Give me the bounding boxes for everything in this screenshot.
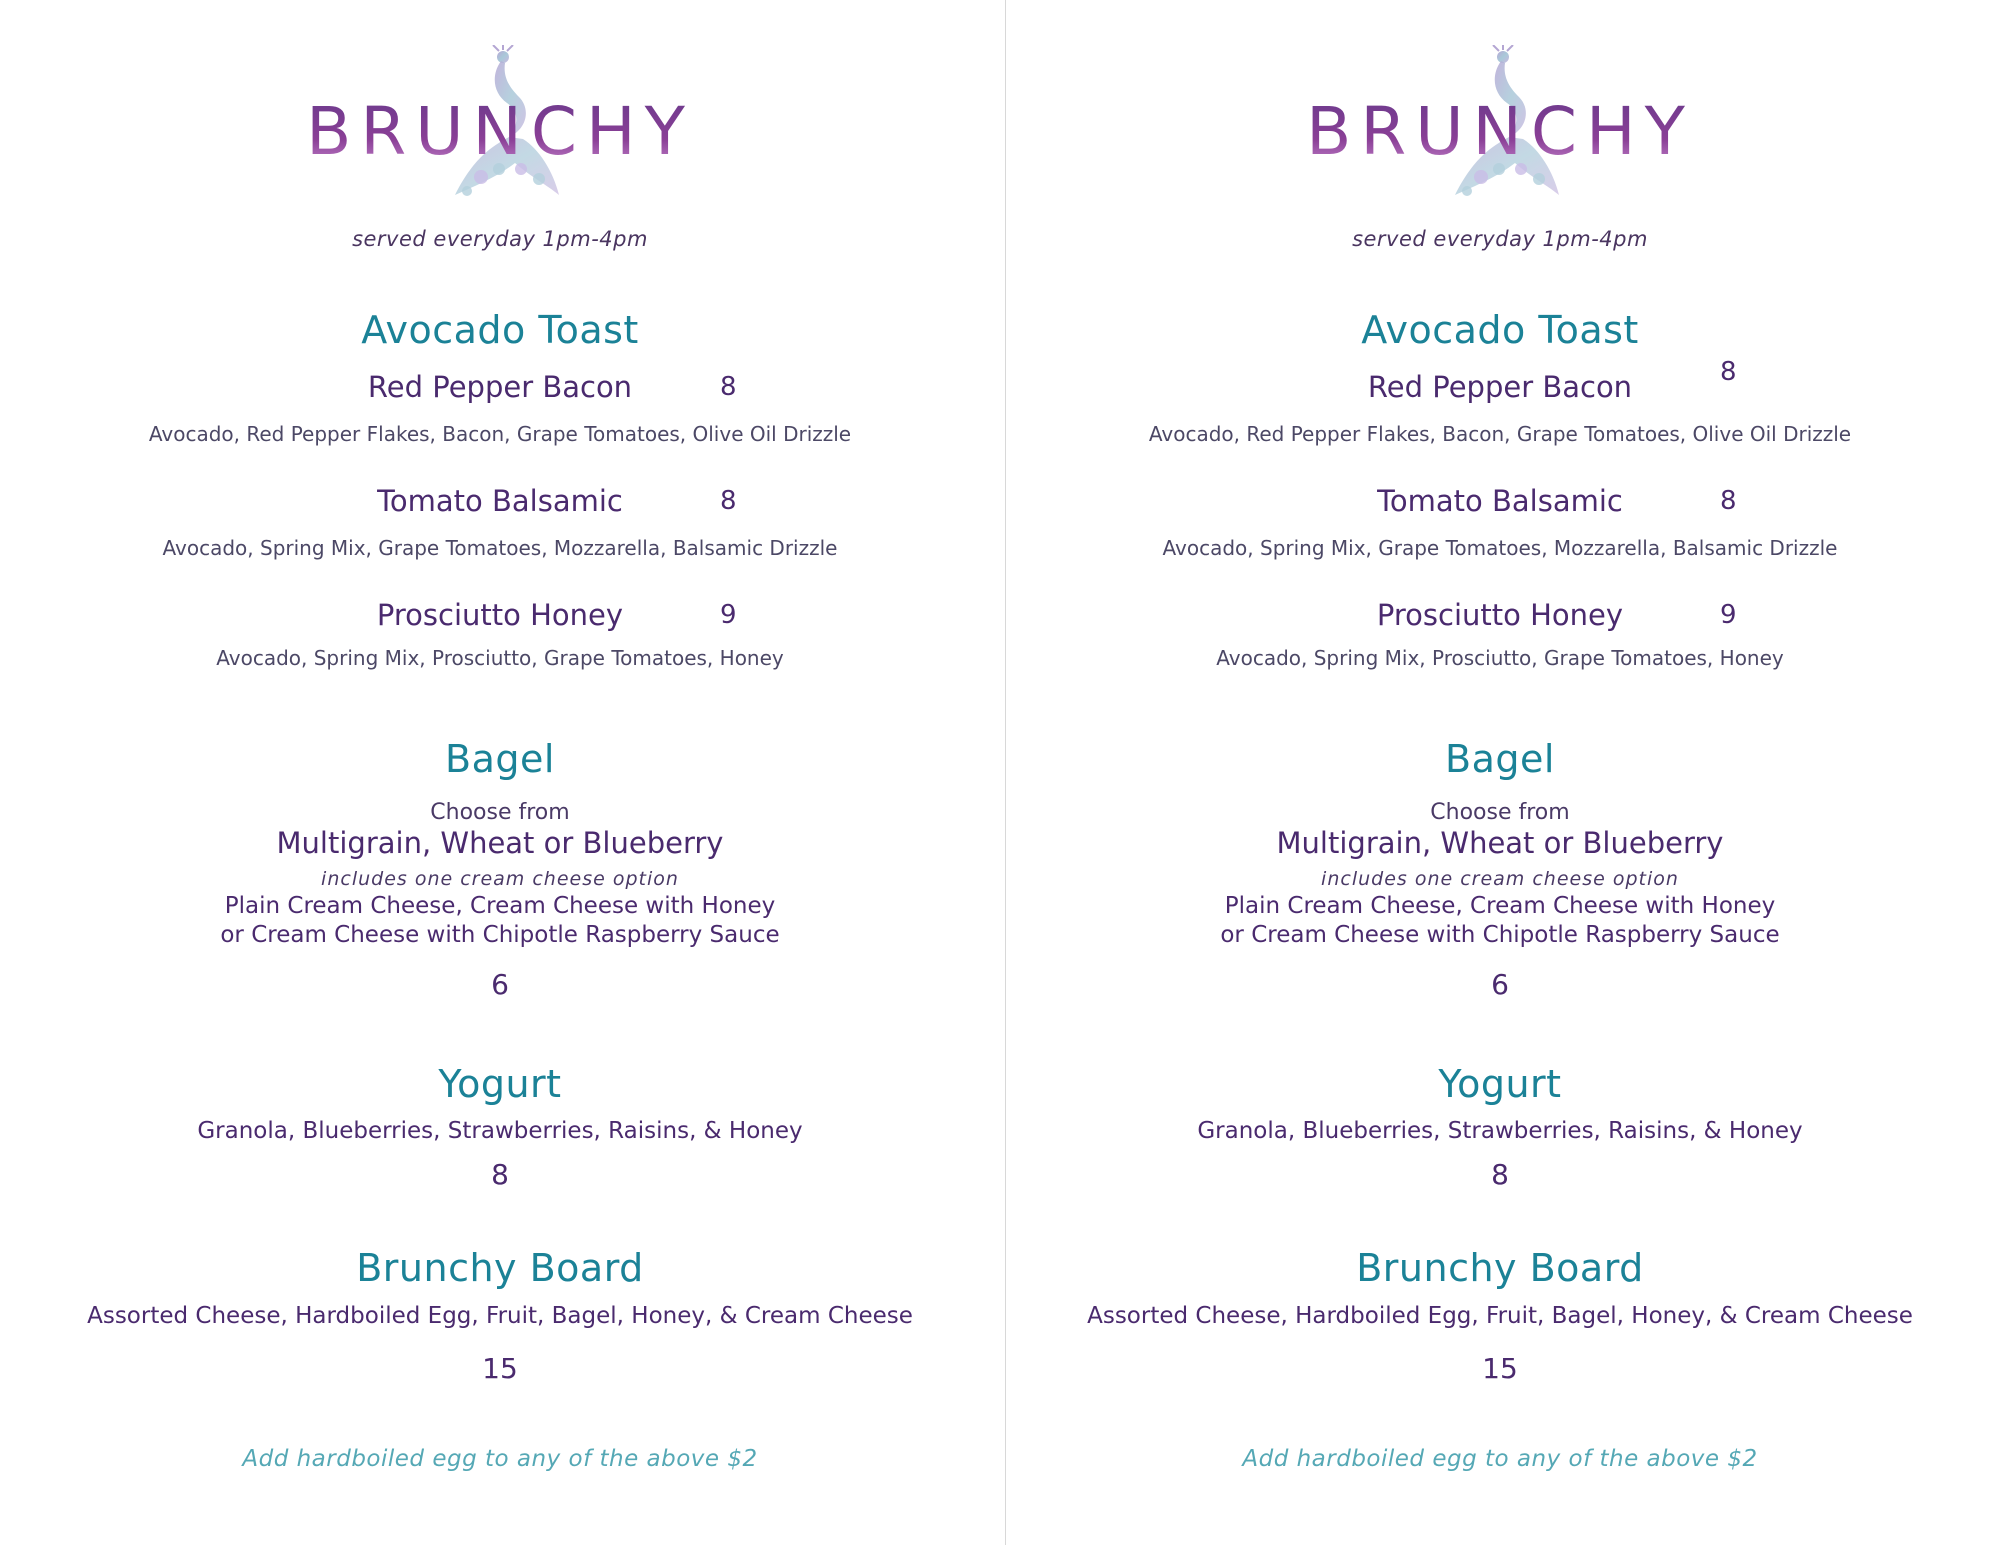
item-desc-prosciutto-honey: Avocado, Spring Mix, Prosciutto, Grape Tomatoes, Honey [1216,646,1784,670]
brand-name: BRUNCHY [1285,93,1715,170]
item-name-red-pepper-bacon: Red Pepper Bacon [367,370,633,404]
board-price: 15 [1482,1352,1518,1385]
brand-logo [1285,45,1715,215]
item-price-prosciutto-honey: 9 [720,600,737,630]
item-desc-red-pepper-bacon: Avocado, Red Pepper Flakes, Bacon, Grape Tomatoes, Olive Oil Drizzle [148,422,852,446]
section-title-brunchy-board: Brunchy Board [1356,1246,1644,1290]
item-price-red-pepper-bacon: 8 [720,372,737,402]
item-price-red-pepper-bacon: 8 [1720,357,1737,387]
item-desc-red-pepper-bacon: Avocado, Red Pepper Flakes, Bacon, Grape Tomatoes, Olive Oil Drizzle [1148,422,1852,446]
section-title-yogurt: Yogurt [1438,1062,1562,1106]
board-desc: Assorted Cheese, Hardboiled Egg, Fruit, Bagel, Honey, & Cream Cheese [1087,1303,1913,1329]
item-price-tomato-balsamic: 8 [720,486,737,516]
item-price-prosciutto-honey: 9 [1720,600,1737,630]
section-title-brunchy-board: Brunchy Board [356,1246,644,1290]
item-price-tomato-balsamic: 8 [1720,486,1737,516]
item-name-tomato-balsamic: Tomato Balsamic [377,484,623,518]
bagel-cream-cheese-line-1: Plain Cream Cheese, Cream Cheese with Honey [1224,893,1776,919]
served-hours: served everyday 1pm-4pm [1352,227,1648,251]
section-title-avocado-toast: Avocado Toast [1361,308,1639,352]
yogurt-desc: Granola, Blueberries, Strawberries, Raisins, & Honey [197,1118,803,1144]
bagel-choose: Choose from [1430,800,1570,825]
board-price: 15 [482,1352,518,1385]
brand-logo [285,45,715,215]
item-desc-tomato-balsamic: Avocado, Spring Mix, Grape Tomatoes, Mozzarella, Balsamic Drizzle [162,536,838,560]
bagel-options: Multigrain, Wheat or Blueberry [276,826,724,860]
item-desc-tomato-balsamic: Avocado, Spring Mix, Grape Tomatoes, Mozzarella, Balsamic Drizzle [1162,536,1838,560]
footer-note: Add hardboiled egg to any of the above $2 [1242,1446,1758,1472]
bagel-cream-cheese-line-2: or Cream Cheese with Chipotle Raspberry Sauce [220,922,780,948]
bagel-choose: Choose from [430,800,570,825]
bagel-price: 6 [491,968,509,1001]
section-title-yogurt: Yogurt [438,1062,562,1106]
yogurt-desc: Granola, Blueberries, Strawberries, Raisins, & Honey [1197,1118,1803,1144]
section-title-avocado-toast: Avocado Toast [361,308,639,352]
brand-name: BRUNCHY [285,93,715,170]
bagel-includes: includes one cream cheese option [1321,868,1679,890]
bagel-price: 6 [1491,968,1509,1001]
yogurt-price: 8 [491,1158,509,1191]
bagel-cream-cheese-line-2: or Cream Cheese with Chipotle Raspberry Sauce [1220,922,1780,948]
yogurt-price: 8 [1491,1158,1509,1191]
served-hours: served everyday 1pm-4pm [352,227,648,251]
item-desc-prosciutto-honey: Avocado, Spring Mix, Prosciutto, Grape Tomatoes, Honey [216,646,784,670]
board-desc: Assorted Cheese, Hardboiled Egg, Fruit, Bagel, Honey, & Cream Cheese [87,1303,913,1329]
section-title-bagel: Bagel [1445,737,1555,781]
item-name-prosciutto-honey: Prosciutto Honey [1376,598,1624,632]
bagel-options: Multigrain, Wheat or Blueberry [1276,826,1724,860]
bagel-cream-cheese-line-1: Plain Cream Cheese, Cream Cheese with Honey [224,893,776,919]
section-title-bagel: Bagel [445,737,555,781]
item-name-tomato-balsamic: Tomato Balsamic [1377,484,1623,518]
footer-note: Add hardboiled egg to any of the above $2 [242,1446,758,1472]
menu-panel-right [1000,0,2000,1545]
item-name-red-pepper-bacon: Red Pepper Bacon [1367,370,1633,404]
bagel-includes: includes one cream cheese option [321,868,679,890]
item-name-prosciutto-honey: Prosciutto Honey [376,598,624,632]
